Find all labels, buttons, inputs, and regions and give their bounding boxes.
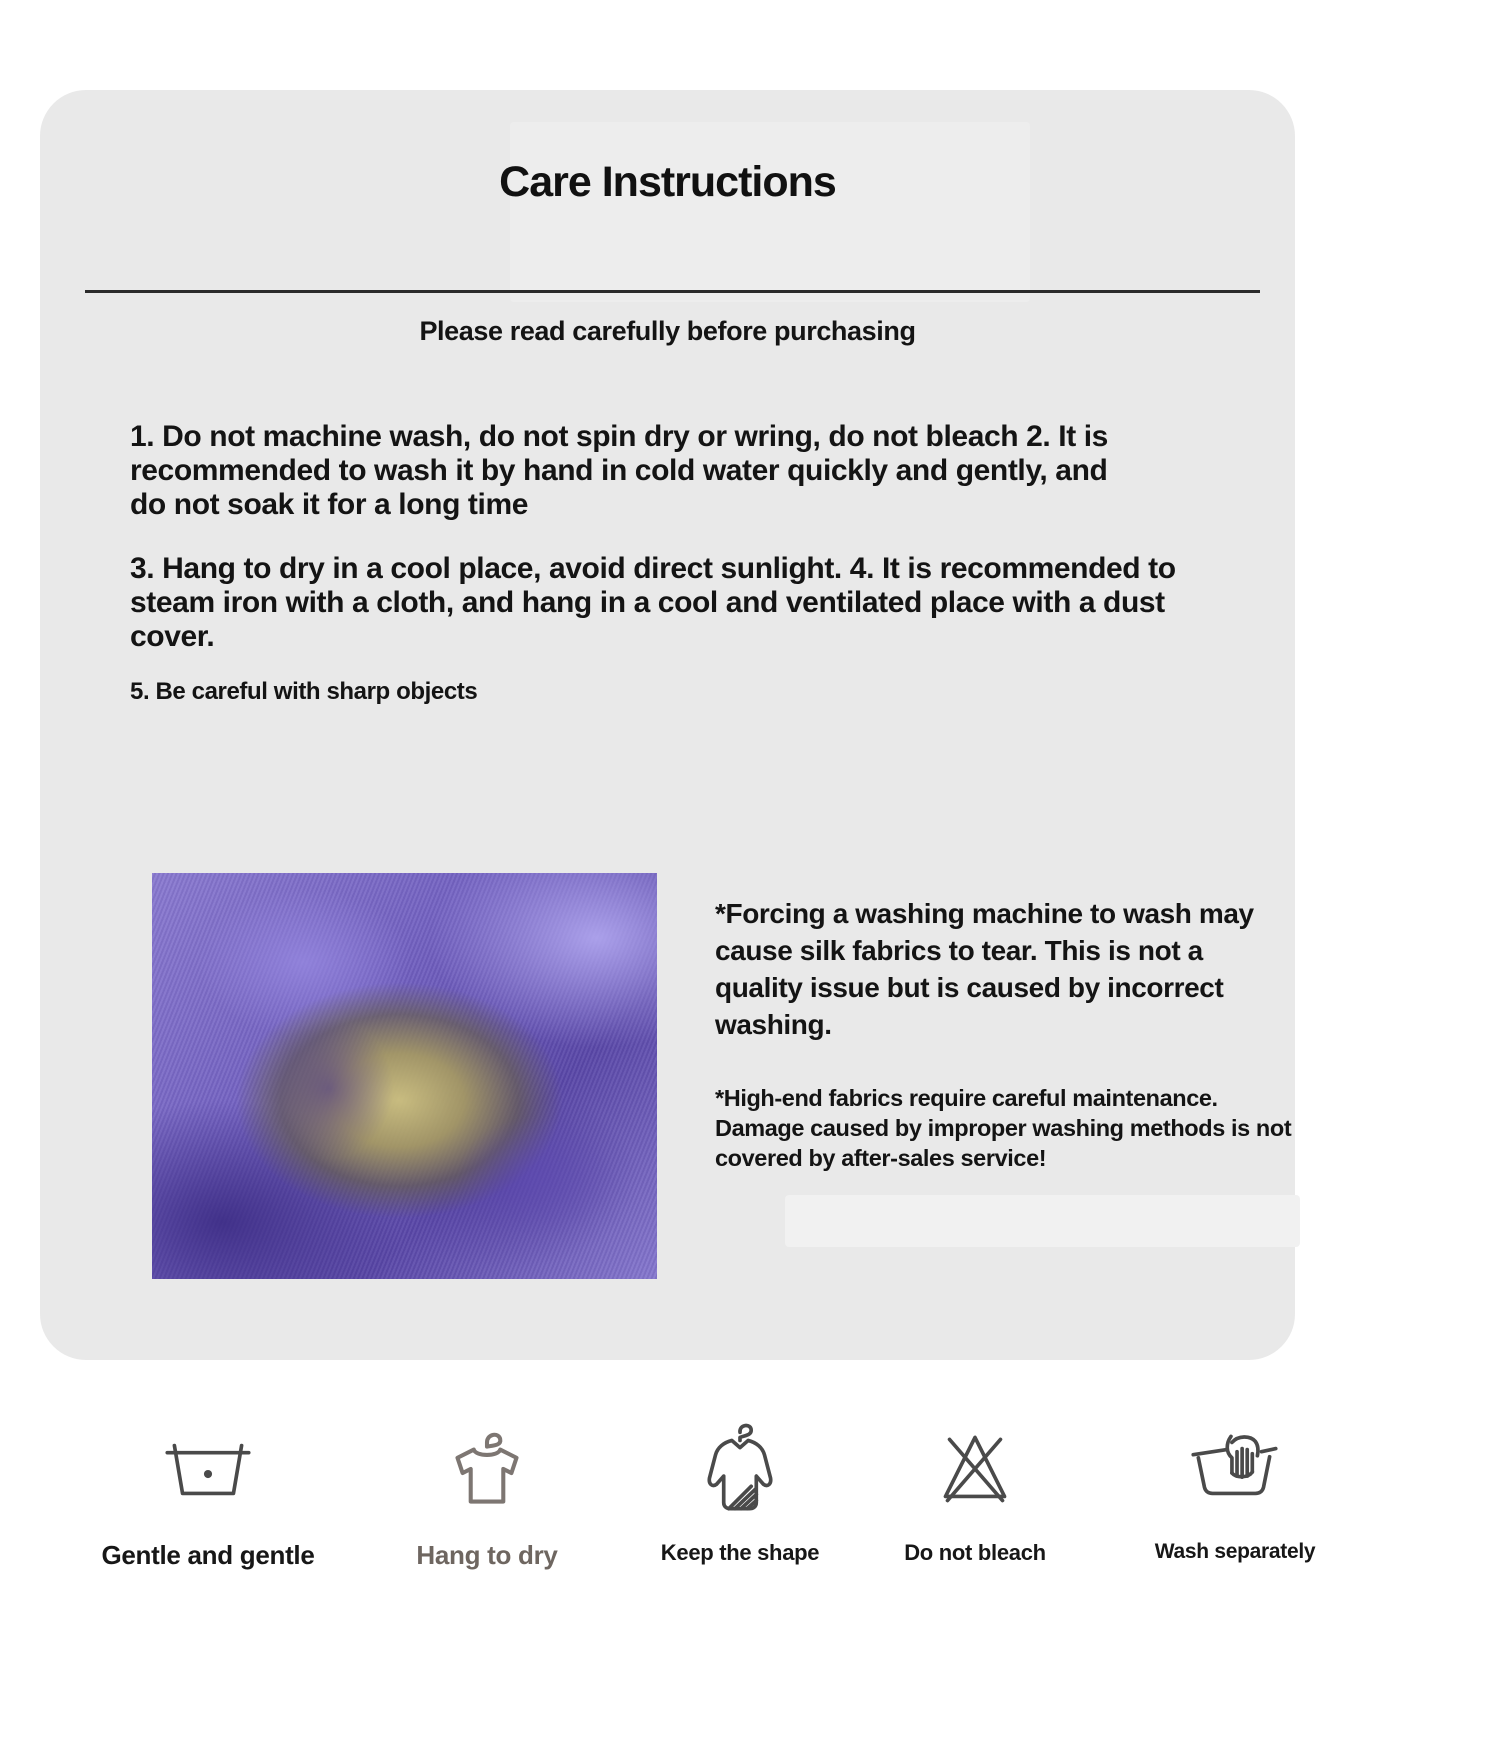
- care-paragraph-3: 5. Be careful with sharp objects: [130, 678, 478, 705]
- page-title: Care Instructions: [499, 158, 836, 206]
- care-symbol-do-not-bleach: [865, 1415, 1085, 1566]
- care-symbol-label: Gentle and gentle: [101, 1540, 315, 1570]
- care-paragraph-1: 1. Do not machine wash, do not spin dry or wring, do not bleach 2. It is recommended to wash it by hand in cold water quickly and gently, and do not soak it for a long time: [130, 420, 1108, 521]
- hang-to-dry-icon: [431, 1415, 543, 1527]
- care-symbol-gentle-wash: [98, 1415, 318, 1571]
- care-paragraph-2: 3. Hang to dry in a cool place, avoid direct sunlight. 4. It is recommended to steam iron with a cloth, and hang in a cool and ventilated place with a dust cover.: [130, 552, 1176, 653]
- warning-note-primary: *Forcing a washing machine to wash may cause silk fabrics to tear. This is not a quality issue but is caused by incorrect washing.: [715, 898, 1254, 1040]
- gentle-wash-icon: [152, 1415, 264, 1527]
- background-patch: [510, 122, 1030, 302]
- title-divider: [85, 290, 1260, 293]
- warning-note-secondary: *High-end fabrics require careful maintenance. Damage caused by improper washing methods is not covered by after-sales service!: [715, 1085, 1292, 1171]
- care-symbol-hang-to-dry: [377, 1415, 597, 1571]
- background-patch: [785, 1195, 1300, 1247]
- care-symbol-label: Do not bleach: [904, 1540, 1046, 1565]
- care-symbol-label: Keep the shape: [660, 1540, 820, 1565]
- care-symbol-wash-separately: [1125, 1415, 1345, 1564]
- care-instructions-card: [40, 90, 1295, 1360]
- wash-separately-icon: [1179, 1415, 1291, 1527]
- subtitle: Please read carefully before purchasing: [419, 316, 916, 346]
- keep-shape-icon: [684, 1415, 796, 1527]
- care-symbol-label: Wash separately: [1154, 1540, 1316, 1563]
- fabric-tear-photo: [152, 873, 657, 1279]
- care-symbol-keep-shape: [630, 1415, 850, 1566]
- care-symbol-label: Hang to dry: [416, 1540, 558, 1570]
- do-not-bleach-icon: [919, 1415, 1031, 1527]
